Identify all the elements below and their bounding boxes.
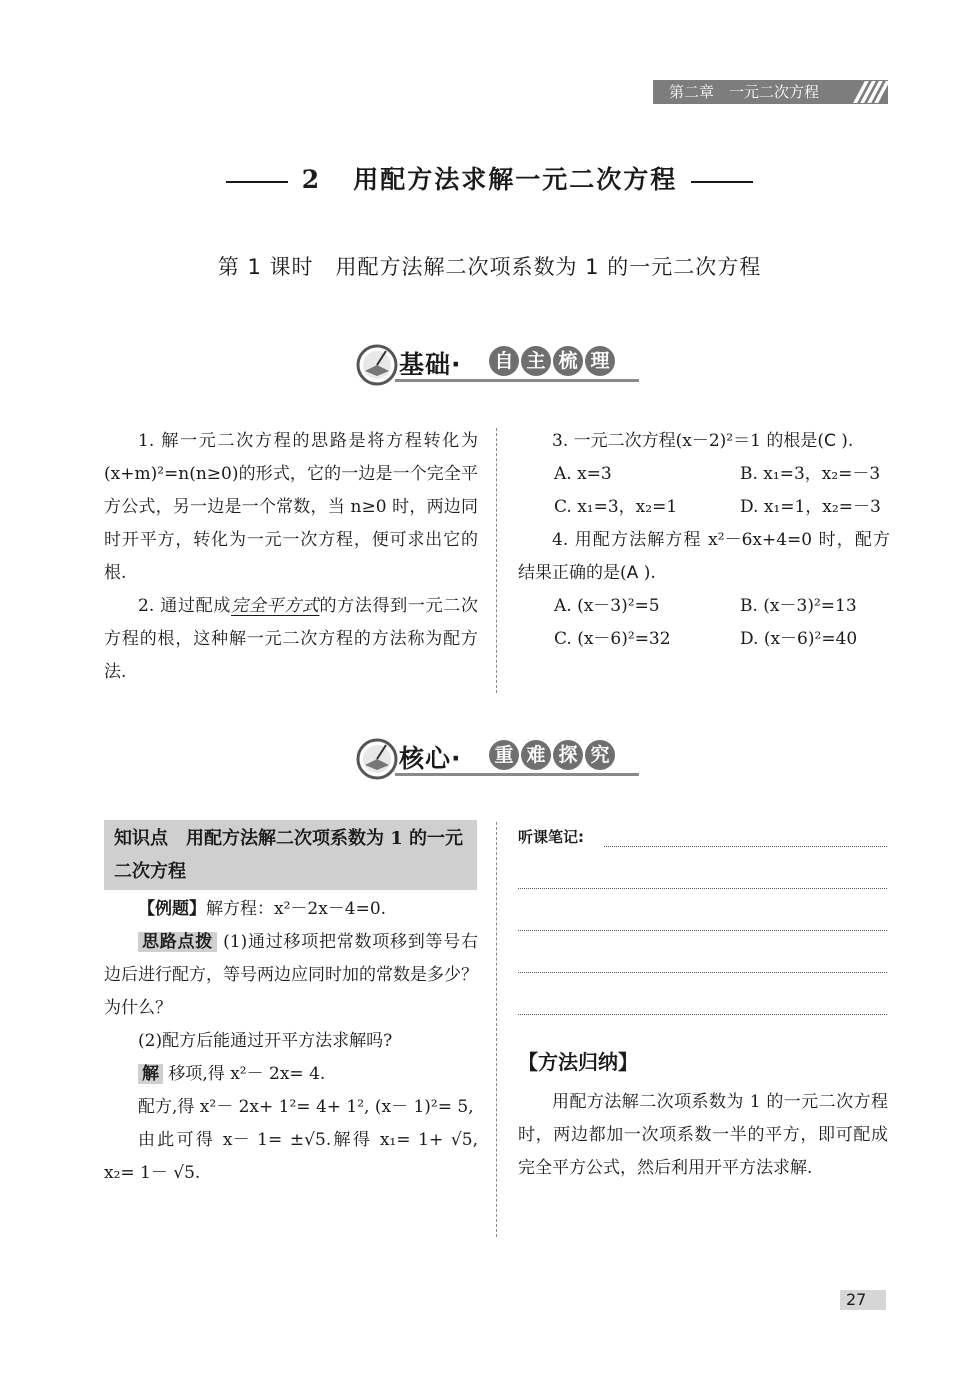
answer-letter: A [626, 563, 639, 583]
option: D. (x－6)²=40 [740, 629, 858, 649]
column-divider [496, 822, 497, 1237]
section-chip: 究 [585, 740, 615, 770]
solution-step-3: 由此可得 x－ 1= ±√5.解得 x₁= 1+ √5, x₂= 1－ √5. [104, 1130, 478, 1183]
notes-line[interactable] [518, 972, 887, 973]
knowledge-point-box: 知识点 用配方法解二次项系数为 1 的一元二次方程 [104, 820, 477, 890]
hint-1: 思路点拨 (1)通过移项把常数项移到等号右边后进行配方，等号两边应同时加的常数是多少？为什么？ [104, 932, 478, 1018]
basics-left-column [104, 425, 478, 689]
option: C. x₁=3，x₂=1 [554, 497, 678, 517]
section-banner-basics [355, 343, 645, 393]
answer-letter: C [823, 431, 836, 451]
hint-2: (2)配方后能通过开平方法求解吗? [138, 1031, 393, 1051]
section-chip: 重 [489, 740, 519, 770]
section-chip: 探 [553, 740, 583, 770]
option: B. (x－3)²=13 [740, 596, 857, 616]
page-number: 27 [840, 1290, 886, 1310]
option: B. x₁=3，x₂=－3 [740, 464, 881, 484]
stripes-decoration [859, 80, 884, 104]
option: D. x₁=1，x₂=－3 [740, 497, 881, 517]
section-lead: 核心· [399, 744, 462, 773]
chapter-label: 第二章 一元二次方程 [669, 83, 820, 101]
basics-right-column [518, 425, 890, 656]
option: A. x=3 [554, 464, 612, 484]
answer-blank: 完全平方式 [231, 596, 320, 616]
question-1: 1. 解一元二次方程的思路是将方程转化为(x+m)²=n(n≥0)的形式，它的一边是一个完全平方公式，另一边是一个常数，当 n≥0 时，两边同时开平方，转化为一元一次方程，便可求出它的根. [104, 431, 478, 583]
title-number: 2 [301, 165, 322, 194]
example: 【例题】解方程：x²－2x－4=0. [138, 899, 387, 919]
hint-tag: 思路点拨 [138, 932, 217, 952]
chapter-tag [653, 80, 888, 104]
method-text: 用配方法解二次项系数为 1 的一元二次方程时，两边都加一次项系数一半的平方，即可配成完全平方公式，然后利用开平方法求解. [518, 1092, 888, 1178]
notes-line[interactable] [518, 888, 887, 889]
lesson-subtitle: 第 1 课时 用配方法解二次项系数为 1 的一元二次方程 [217, 255, 762, 279]
section-chip: 理 [585, 346, 615, 376]
book-quill-icon [355, 343, 399, 387]
question-3: 3. 一元二次方程(x－2)²＝1 的根是(C ). [552, 431, 854, 451]
question-4: 4. 用配方法解方程 x²－6x+4=0 时，配方结果正确的是(A ). [518, 530, 890, 583]
book-quill-icon [355, 737, 399, 781]
option: C. (x－6)²=32 [554, 629, 671, 649]
notes-line[interactable] [518, 1014, 887, 1015]
question-2: 2. 通过配成完全平方式的方法得到一元二次方程的根，这种解一元二次方程的方法称为配方法. [104, 596, 478, 682]
section-chip: 梳 [553, 346, 583, 376]
example-column [104, 893, 478, 1190]
solution-tag: 解 [138, 1064, 163, 1084]
solution-step-2: 配方,得 x²－ 2x+ 1²= 4+ 1², (x－ 1)²= 5, [138, 1097, 474, 1117]
section-chip: 难 [521, 740, 551, 770]
section-lead: 基础· [399, 350, 462, 379]
section-banner-core [355, 737, 645, 787]
lesson-title [0, 160, 979, 196]
notes-line[interactable] [604, 846, 887, 847]
notes-label: 听课笔记: [518, 828, 584, 846]
method-title: 【方法归纳】 [518, 1050, 638, 1074]
option: A. (x－3)²=5 [554, 596, 660, 616]
title-text: 用配方法求解一元二次方程 [353, 165, 678, 194]
method-summary [518, 1086, 888, 1185]
section-chip: 自 [489, 346, 519, 376]
column-divider [496, 428, 497, 693]
section-chip: 主 [521, 346, 551, 376]
example-tag: 【例题】 [138, 899, 206, 919]
notes-line[interactable] [518, 930, 887, 931]
solution-step-1: 解 移项,得 x²－ 2x= 4. [104, 1058, 478, 1091]
